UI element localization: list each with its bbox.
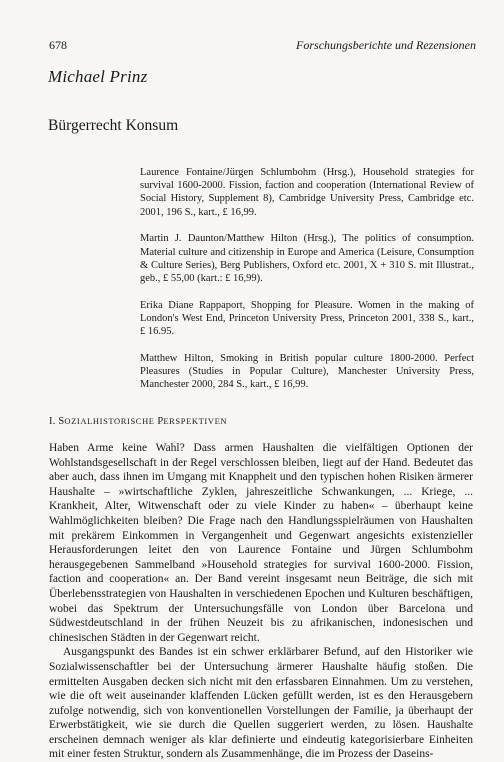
section-heading-initial: S xyxy=(58,416,65,427)
running-head: Forschungsberichte und Rezensionen xyxy=(296,38,476,52)
article-author: Michael Prinz xyxy=(48,67,148,86)
page-number: 678 xyxy=(49,38,67,52)
body-text xyxy=(49,441,473,762)
reference-entry: Matthew Hilton, Smoking in British popular culture 1800-2000. Perfect Pleasures (Studies in Popular Culture), Manchester University Press, Manchester 2000, 284 S., kart., £ 16,99. xyxy=(140,353,474,391)
section-heading-smallcaps: OZIALHISTORISCHE xyxy=(64,416,158,426)
reference-entry: Laurence Fontaine/Jürgen Schlumbohm (Hrsg.), Household strategies for survival 1600-2000. Fission, faction and cooperation (International Review of Social History, Supplement 8), Cambridge University Press, Cambridge etc. 2001, 196 S., kart., £ 16,99. xyxy=(140,167,474,218)
body-paragraph: Ausgangspunkt des Bandes ist ein schwer erklärbarer Befund, auf den Historiker wie Sozialwissenschaftler bei der Untersuchung ärmerer Haushalte häufig stoßen. Die ermittelten Ausgaben decken sich nicht mit den erfassbaren Einnahmen. Um zu verstehen, wie die oft weit auseinander klaffenden Lücken gefüllt werden, ist es den Herausgebern zufolge notwendig, sich von konventionellen Vorstellungen der Familie, ja überhaupt der Erwerbstätigkeit, wie sie durch die Quellen suggeriert werden, zu lösen. Haushalte erscheinen demnach weniger als klar definierte und eindeutig kategorisierbare Einheiten mit einer festen Struktur, sondern als Zusammenhänge, die im Prozess der Daseins- xyxy=(49,646,473,761)
section-heading-smallcaps-2: ERSPEKTIVEN xyxy=(163,416,228,426)
article-title: Bürgerrecht Konsum xyxy=(48,117,179,134)
reference-entry: Erika Diane Rappaport, Shopping for Pleasure. Women in the making of London's West End, Princeton University Press, Princeton 2001, 338 S., kart., £ 16.95. xyxy=(140,299,474,338)
reviewed-books-list xyxy=(140,166,474,405)
section-heading-initial-2: P xyxy=(157,416,164,427)
section-heading xyxy=(49,416,227,427)
body-paragraph: Haben Arme keine Wahl? Dass armen Haushalten die vielfältigen Optionen der Wohlstandsgesellschaft in der Regel verschlossen bleiben, liegt auf der Hand. Bedeutet das aber auch, dass ihnen im Umgang mit Knappheit und den typischen hohen Risiken ärmerer Haushalte – »wirtschaftliche Zyklen, jahreszeitliche Schwankungen, ... Kriege, ... Krankheit, Alter, Witwenschaft oder zu viele Kinder zu haben« – überhaupt keine Wahlmöglichkeiten bleiben? Die Frage nach den Handlungsspielräumen von Haushalten mit prekärem Einkommen in Vergangenheit und Gegenwart angesichts existenzieller Herausforderungen leitet den von Laurence Fontaine und Jürgen Schlumbohm herausgegebenen Sammelband »Household strategies for survival 1600-2000. Fission, faction and cooperation« an. Der Band vereint insgesamt neun Beiträge, die sich mit Überlebensstrategien von Haushalten in verschiedenen Epochen und Kulturen beschäftigen, wobei das Spektrum der Untersuchungsfälle von London über Barcelona und Südwestdeutschland in der frühen Neuzeit bis zu afrikanischen, indonesischen und chinesischen Städten in der Gegenwart reicht. xyxy=(49,442,473,644)
reference-entry: Martin J. Daunton/Matthew Hilton (Hrsg.), The politics of consumption. Material culture and citizenship in Europe and America (Leisure, Consumption & Culture Series), Berg Publishers, Oxford etc. 2001, X + 310 S. mit Illustrat., geb., £ 55,00 (kart.: £ 16,99). xyxy=(140,233,474,285)
section-number: I. xyxy=(49,416,56,427)
